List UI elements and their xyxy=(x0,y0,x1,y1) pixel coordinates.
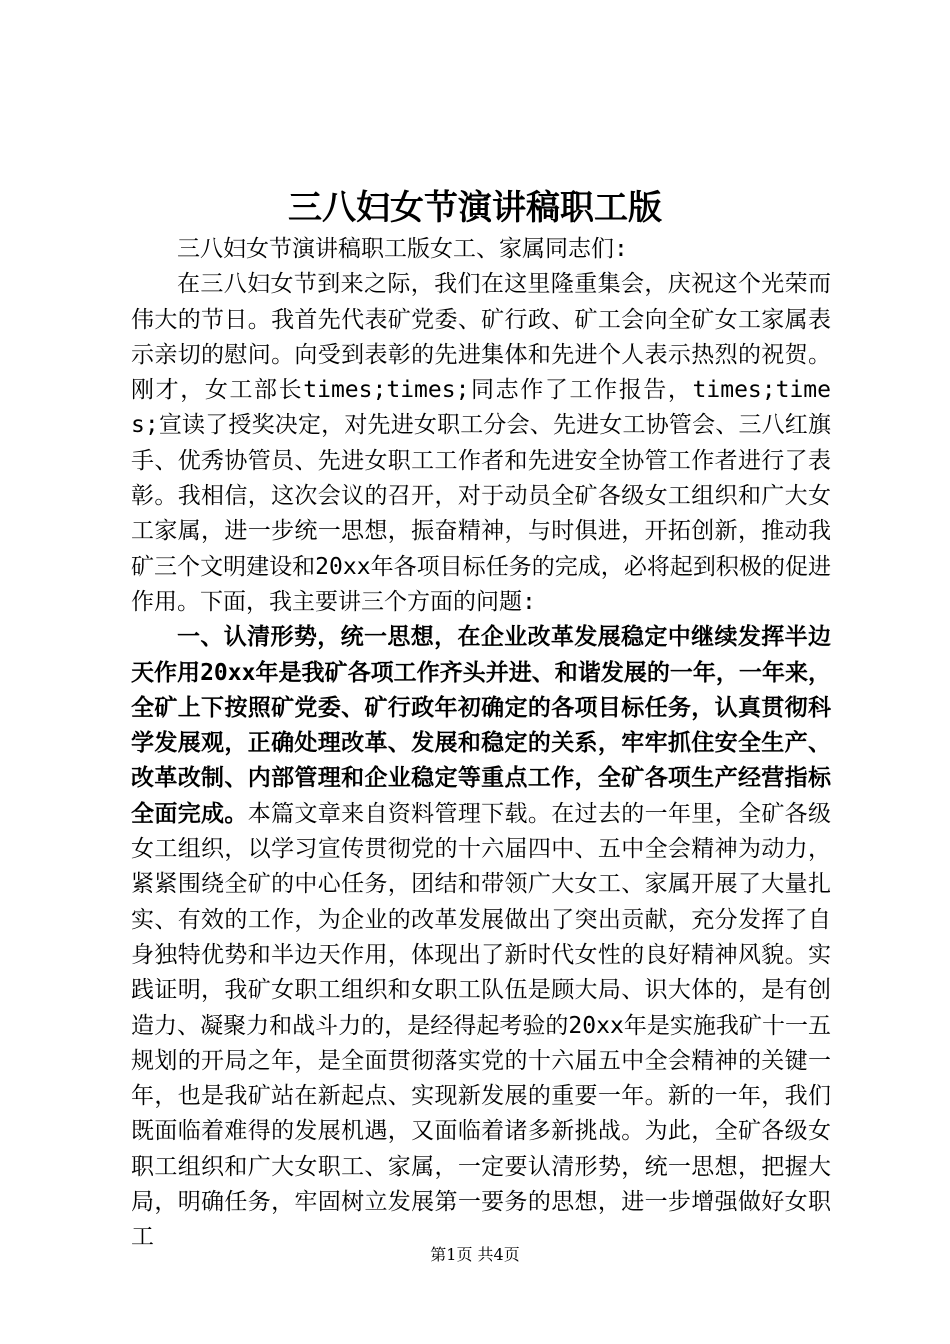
body-paragraph-1: 在三八妇女节到来之际，我们在这里隆重集会，庆祝这个光荣而伟大的节日。我首先代表矿党委、矿行政、矿工会向全矿女工家属表示亲切的慰问。向受到表彰的先进集体和先进个人表示热烈的祝贺。刚才，女工部长times;times;同志作了工作报告，times;times;宣读了授奖决定，对先进女职工分会、先进女工协管会、三八红旗手、优秀协管员、先进女职工工作者和先进安全协管工作者进行了表彰。我相信，这次会议的召开，对于动员全矿各级女工组织和广大女工家属，进一步统一思想，振奋精神，与时俱进，开拓创新，推动我矿三个文明建设和20xx年各项目标任务的完成，必将起到积极的促进作用。下面，我主要讲三个方面的问题: xyxy=(131,271,831,615)
body-paragraph-2 xyxy=(131,620,831,1255)
page-number-footer: 第1页 共4页 xyxy=(430,1245,520,1264)
section-paragraph-text: 本篇文章来自资料管理下载。在过去的一年里，全矿各级女工组织，以学习宣传贯彻党的十六届四中、五中全会精神为动力，紧紧围绕全矿的中心任务，团结和带领广大女工、家属开展了大量扎实、有效的工作，为企业的改革发展做出了突出贡献，充分发挥了自身独特优势和半边天作用，体现出了新时代女性的良好精神风貌。实践证明，我矿女职工组织和女职工队伍是顾大局、识大体的，是有创造力、凝聚力和战斗力的，是经得起考验的20xx年是实施我矿十一五规划的开局之年，是全面贯彻落实党的十六届五中全会精神的关键一年，也是我矿站在新起点、实现新发展的重要一年。新的一年，我们既面临着难得的发展机遇，又面临着诸多新挑战。为此，全矿各级女职工组织和广大女职工、家属，一定要认清形势，统一思想，把握大局，明确任务，牢固树立发展第一要务的思想，进一步增强做好女职工 xyxy=(131,800,832,1251)
greeting-paragraph: 三八妇女节演讲稿职工版女工、家属同志们: xyxy=(177,236,628,262)
document-title: 三八妇女节演讲稿职工版 xyxy=(288,188,662,228)
section-heading-1: 一、认清形势，统一思想，在企业改革发展稳定中继续发挥半边天作用20xx年是我矿各项工作齐头并进、和谐发展的一年，一年来，全矿上下按照矿党委、矿行政年初确定的各项目标任务，认真贯彻科学发展观，正确处理改革、发展和稳定的关系，牢牢抓住安全生产、改革改制、内部管理和企业稳定等重点工作，全矿各项生产经营指标全面完成。 xyxy=(131,624,831,827)
document-body xyxy=(131,232,831,1256)
